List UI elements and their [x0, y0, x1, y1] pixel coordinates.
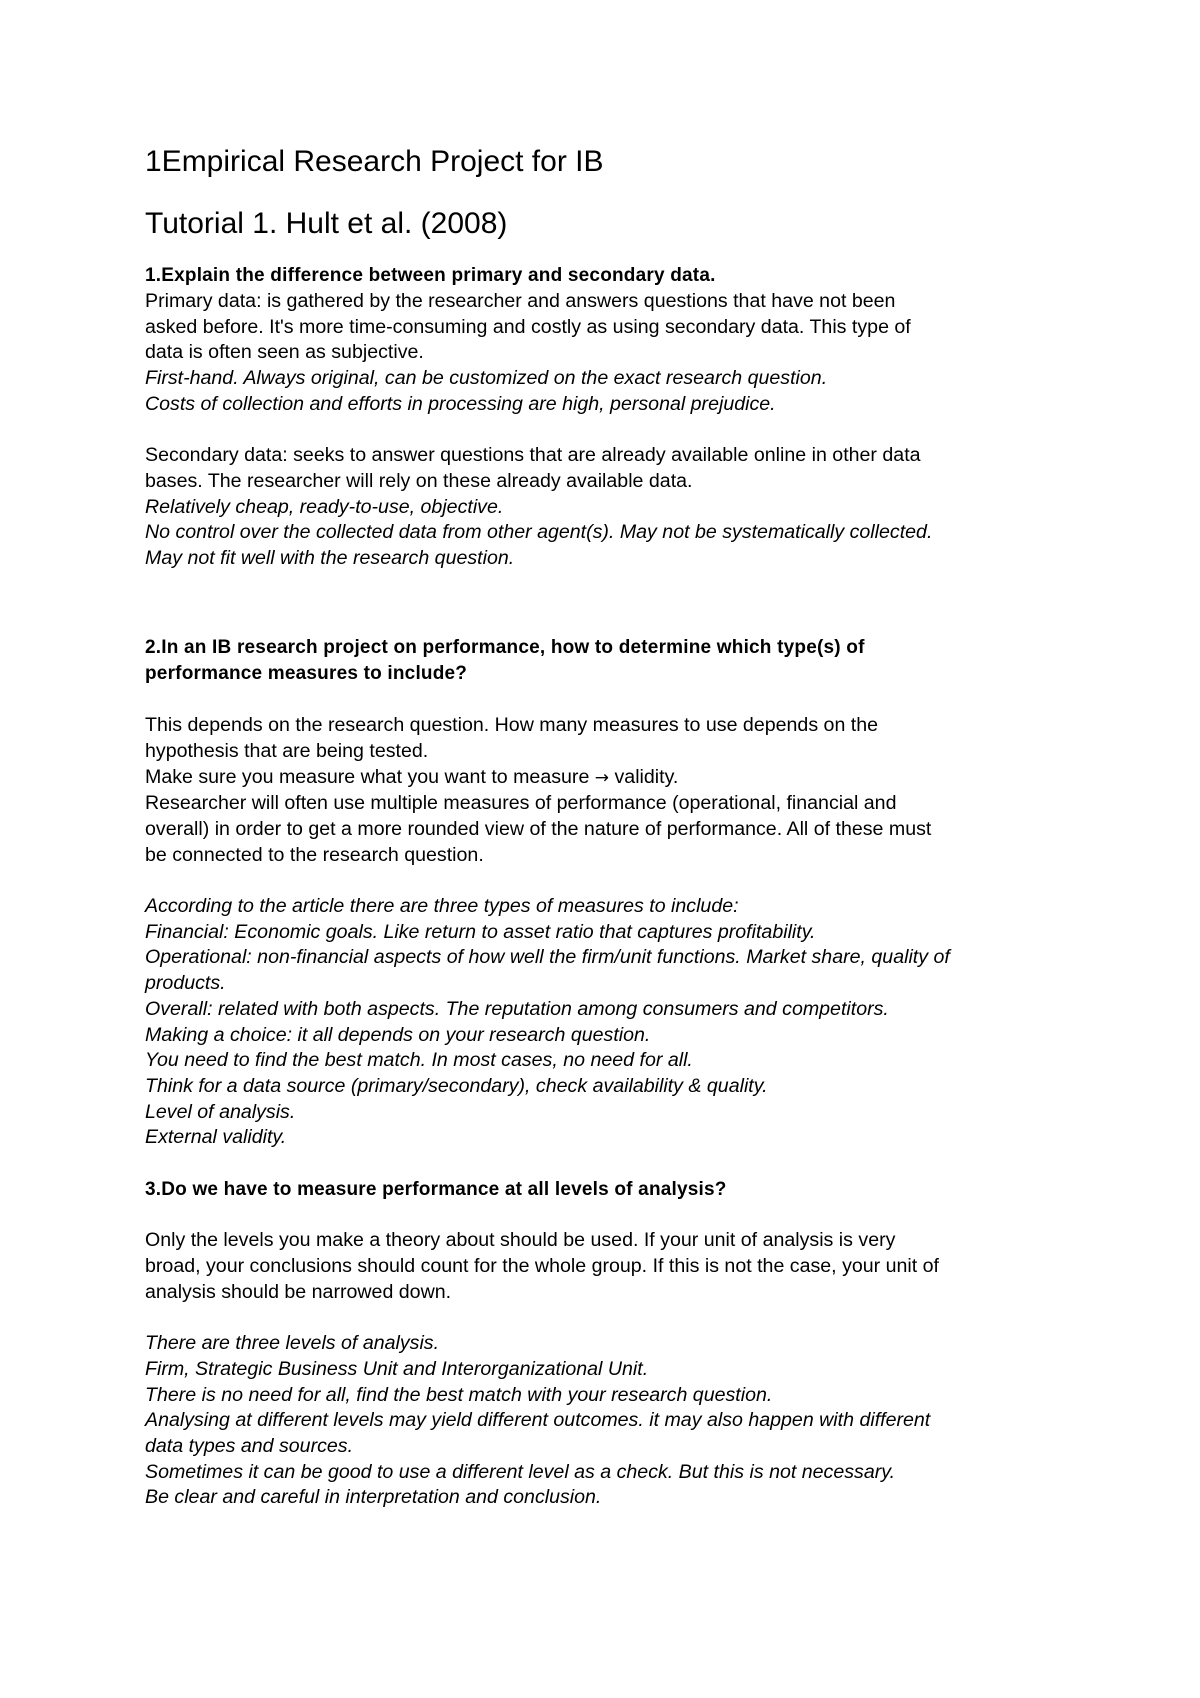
- italic-line: Relatively cheap, ready-to-use, objective.: [145, 495, 504, 518]
- italic-line: First-hand. Always original, can be customized on the exact research question.: [145, 367, 828, 390]
- text-line: bases. The researcher will rely on these already available data.: [145, 469, 693, 492]
- text-line: hypothesis that are being tested.: [145, 739, 429, 762]
- italic-line: Financial: Economic goals. Like return to asset ratio that captures profitability.: [145, 920, 816, 943]
- italic-line: Analysing at different levels may yield different outcomes. it may also happen with different: [145, 1409, 931, 1432]
- italic-line: There is no need for all, find the best match with your research question.: [145, 1383, 773, 1406]
- text-line: Primary data: is gathered by the researcher and answers questions that have not been: [145, 290, 896, 312]
- italic-line: May not fit well with the research question.: [145, 547, 515, 570]
- text-line: Researcher will often use multiple measures of performance (operational, financial and: [145, 792, 897, 815]
- text-line: broad, your conclusions should count for the whole group. If this is not the case, your unit of: [145, 1255, 940, 1278]
- italic-line: Think for a data source (primary/secondary), check availability & quality.: [145, 1074, 768, 1097]
- document-title: 1Empirical Research Project for IB: [145, 145, 604, 178]
- text-line: be connected to the research question.: [145, 843, 484, 866]
- italic-line: Be clear and careful in interpretation and conclusion.: [145, 1486, 602, 1509]
- italic-line: products.: [145, 972, 226, 995]
- italic-line: Sometimes it can be good to use a different level as a check. But this is not necessary.: [145, 1460, 896, 1483]
- text-line: asked before. It's more time-consuming and costly as using secondary data. This type of: [145, 315, 911, 338]
- q2-answer: [145, 687, 1085, 1151]
- question-line: 2.In an IB research project on performance, how to determine which type(s) of: [145, 637, 865, 659]
- italic-line: External validity.: [145, 1126, 287, 1149]
- italic-line: Costs of collection and efforts in processing are high, personal prejudice.: [145, 392, 776, 415]
- validity-line: [145, 765, 1085, 792]
- arrow-right-icon: →: [594, 767, 610, 788]
- q1-primary-paragraph: [145, 289, 1085, 572]
- text-line: This depends on the research question. How many measures to use depends on the: [145, 714, 879, 737]
- text-line: data is often seen as subjective.: [145, 341, 424, 364]
- italic-line: Firm, Strategic Business Unit and Interorganizational Unit.: [145, 1357, 649, 1380]
- validity-suffix: validity.: [614, 765, 679, 788]
- question-1: 1.Explain the difference between primary and secondary data.: [145, 265, 716, 286]
- text-line: overall) in order to get a more rounded view of the nature of performance. All of these must: [145, 817, 932, 840]
- question-3: 3.Do we have to measure performance at all levels of analysis?: [145, 1178, 727, 1200]
- italic-line: Level of analysis.: [145, 1100, 296, 1123]
- question-2: [145, 635, 1085, 687]
- text-line: Only the levels you make a theory about should be used. If your unit of analysis is very: [145, 1229, 896, 1252]
- italic-line: Overall: related with both aspects. The reputation among consumers and competitors.: [145, 997, 889, 1020]
- text-line: Secondary data: seeks to answer questions that are already available online in other data: [145, 444, 921, 467]
- document-page: [145, 142, 1085, 1511]
- question-line: performance measures to include?: [145, 663, 468, 685]
- italic-line: No control over the collected data from other agent(s). May not be systematically collected.: [145, 521, 933, 544]
- q3-answer: [145, 1203, 1085, 1511]
- text-line: analysis should be narrowed down.: [145, 1280, 452, 1303]
- validity-prefix: Make sure you measure what you want to measure: [145, 765, 590, 788]
- italic-line: There are three levels of analysis.: [145, 1332, 440, 1355]
- italic-line: You need to find the best match. In most cases, no need for all.: [145, 1049, 693, 1072]
- italic-line: According to the article there are three types of measures to include:: [145, 895, 739, 917]
- italic-line: Operational: non-financial aspects of how well the firm/unit functions. Market share, quality of: [145, 946, 950, 969]
- document-subtitle: Tutorial 1. Hult et al. (2008): [145, 207, 508, 240]
- italic-line: Making a choice: it all depends on your research question.: [145, 1023, 651, 1046]
- italic-line: data types and sources.: [145, 1435, 354, 1458]
